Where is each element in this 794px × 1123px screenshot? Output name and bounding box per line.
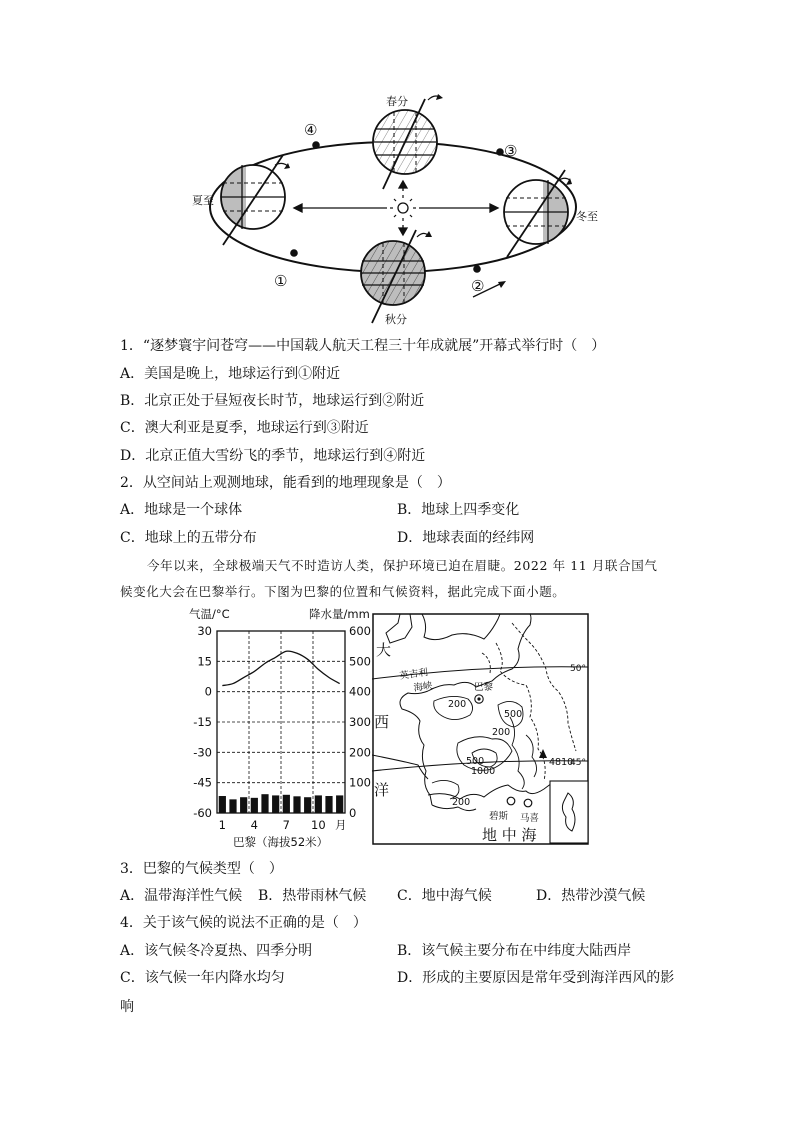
q1-stem: 1．“逐梦寰宇问苍穹——中国载人航天工程三十年成就展”开幕式举行时（ ）	[120, 338, 606, 354]
q2-option-c: C．地球上的五带分布	[120, 530, 257, 546]
peak-label: 4810	[549, 757, 574, 768]
left-tick-label: -60	[193, 806, 212, 820]
sunlight-arrows	[294, 181, 498, 235]
q4-option-d: D．形成的主要原因是常年受到海洋西风的影	[397, 970, 675, 986]
precipitation-bar	[315, 795, 322, 813]
q2-stem: 2．从空间站上观测地球，能看到的地理现象是（ ）	[120, 475, 451, 491]
paris-location-map	[372, 613, 590, 845]
precipitation-bar	[219, 796, 226, 813]
left-tick-label: 15	[197, 654, 212, 669]
precipitation-bar	[283, 795, 290, 813]
precipitation-bar	[229, 799, 236, 813]
map-label-da: 大	[376, 641, 392, 659]
q3-stem: 3．巴黎的气候类型（ ）	[120, 861, 283, 877]
right-tick-label: 600	[349, 624, 371, 638]
right-tick-label: 0	[349, 806, 357, 820]
paris-label: 巴黎	[474, 682, 494, 693]
contour-label: 200	[492, 727, 511, 738]
label-autumn: 秋分	[385, 313, 407, 326]
q4-stem: 4．关于该气候的说法不正确的是（ ）	[120, 915, 367, 931]
q4-option-d-continued: 响	[120, 999, 134, 1015]
q2-option-b: B．地球上四季变化	[397, 502, 520, 518]
passage-line-2: 候变化大会在巴黎举行。下图为巴黎的位置和气候资料，据此完成下面小题。	[120, 584, 566, 599]
q1-option-b: B．北京正处于昼短夜长时节，地球运行到②附近	[120, 393, 425, 409]
x-tick-label: 10	[311, 818, 326, 832]
climate-chart	[185, 604, 377, 854]
q4-option-c: C．该气候一年内降水均匀	[120, 970, 285, 986]
lat-45-label: 45°	[570, 758, 586, 768]
left-axis-title: 气温/°C	[189, 607, 230, 621]
chart-caption: 巴黎（海拔52米）	[233, 835, 329, 849]
q4-option-a: A．该气候冬冷夏热、四季分明	[120, 943, 313, 959]
strait-label-2: 海峡	[412, 680, 434, 694]
precipitation-bar	[240, 797, 247, 813]
label-summer: 夏至	[192, 194, 214, 207]
lat-50-label: 50°	[570, 664, 586, 674]
city-label-maxi: 马喜	[520, 813, 540, 824]
label-pos1: ①	[274, 272, 288, 290]
precipitation-bar	[336, 795, 343, 813]
q2-option-d: D．地球表面的经纬网	[397, 530, 535, 546]
label-pos2: ②	[471, 277, 485, 295]
precipitation-bar	[293, 796, 300, 813]
left-tick-label: -30	[193, 745, 212, 760]
precipitation-bar	[251, 798, 258, 813]
x-axis-title: 月	[335, 818, 347, 832]
x-tick-label: 4	[250, 818, 258, 832]
precipitation-bar	[272, 795, 279, 813]
precipitation-bar	[304, 797, 311, 813]
map-label-yang: 洋	[374, 781, 390, 799]
contour-label: 500	[504, 709, 523, 720]
city-label-bisi: 碧斯	[489, 811, 509, 822]
q3-option-d: D．热带沙漠气候	[536, 888, 646, 904]
precipitation-bar	[261, 794, 268, 813]
contour-label: 200	[452, 797, 471, 808]
precipitation-bar	[325, 796, 332, 813]
contour-label: 200	[448, 699, 467, 710]
earth-orbit-diagram	[180, 85, 610, 330]
right-tick-label: 200	[349, 745, 371, 760]
x-tick-label: 1	[218, 818, 226, 832]
passage-line-1: 今年以来，全球极端天气不时造访人类，保护环境已迫在眉睫。2022 年 11 月联合国气	[147, 558, 658, 573]
q1-option-a: A．美国是晚上，地球运行到①附近	[120, 366, 341, 382]
contour-label: 500	[466, 756, 485, 767]
left-tick-label: 30	[197, 624, 212, 638]
q2-option-a: A．地球是一个球体	[120, 502, 243, 518]
sun-icon	[390, 195, 416, 221]
contour-label: 1000	[471, 766, 496, 777]
map-label-xi: 西	[374, 713, 390, 731]
x-tick-label: 7	[282, 818, 290, 832]
label-winter: 冬至	[576, 210, 598, 223]
q1-option-c: C．澳大利亚是夏季，地球运行到③附近	[120, 420, 369, 436]
label-pos3: ③	[504, 142, 518, 160]
q3-option-c: C．地中海气候	[397, 888, 492, 904]
right-tick-label: 300	[349, 715, 371, 729]
left-tick-label: -45	[193, 775, 212, 790]
left-tick-label: -15	[193, 715, 212, 729]
right-tick-label: 500	[349, 654, 371, 669]
strait-label-1: 英吉利	[398, 667, 429, 682]
q3-option-b: B．热带雨林气候	[258, 888, 367, 904]
sea-label: 地 中 海	[482, 826, 537, 844]
right-tick-label: 100	[349, 775, 371, 790]
q3-option-a: A．温带海洋性气候	[120, 888, 243, 904]
label-spring: 春分	[386, 95, 408, 108]
q4-option-b: B．该气候主要分布在中纬度大陆西岸	[397, 943, 632, 959]
left-tick-label: 0	[204, 684, 212, 699]
right-tick-label: 400	[349, 684, 371, 699]
q1-option-d: D．北京正值大雪纷飞的季节，地球运行到④附近	[120, 448, 426, 464]
label-pos4: ④	[304, 121, 318, 139]
right-axis-title: 降水量/mm	[309, 607, 370, 621]
